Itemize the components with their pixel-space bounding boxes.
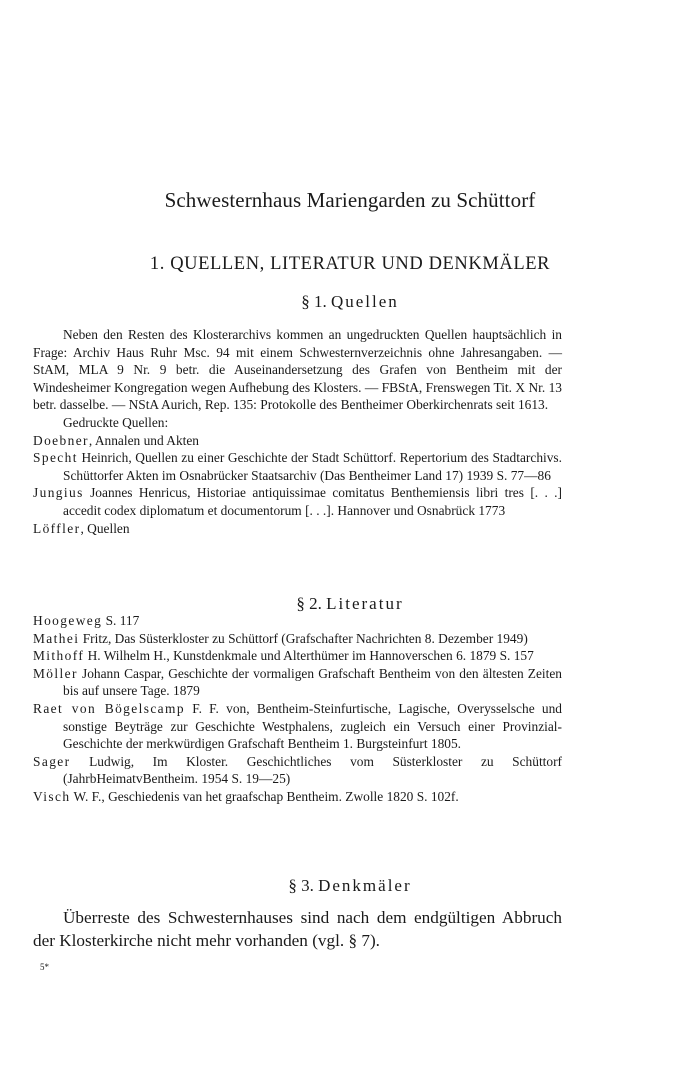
bibliography-entry	[33, 630, 562, 648]
entry-author: Möller	[33, 665, 78, 681]
entry-author: Specht	[33, 450, 78, 466]
entry-text: S. 117	[102, 613, 140, 628]
literatur-block	[33, 612, 562, 806]
section-label: Literatur	[326, 594, 404, 613]
bibliography-entry	[33, 700, 562, 753]
quellen-block	[33, 326, 562, 537]
section-number: § 3.	[288, 876, 314, 895]
entry-author: Sager	[33, 753, 71, 769]
entry-author: Löffler	[33, 520, 81, 536]
entry-author: Raet von Bögelscamp	[33, 700, 185, 716]
bibliography-entry	[33, 612, 562, 630]
signature-mark: 5*	[40, 962, 49, 972]
entry-text: H. Wilhelm H., Kunstdenkmale und Alterthümer im Hannoverschen 6. 1879 S. 157	[84, 648, 534, 664]
bibliography-entry	[33, 484, 562, 519]
entry-author: Doebner	[33, 432, 89, 448]
section-label: Denkmäler	[318, 876, 412, 895]
entry-author: Mathei	[33, 630, 80, 646]
bibliography-entry	[33, 432, 562, 450]
entry-text: , Quellen	[80, 520, 130, 536]
bibliography-entry	[33, 520, 562, 538]
denkmaeler-text: Überreste des Schwesternhauses sind nach dem endgültigen Abbruch der Klosterkirche nicht mehr vorhanden (vgl. § 7).	[33, 908, 562, 950]
entry-text: F. F. von, Bentheim-Steinfurtische, Lagische, Overysselsche und sonstige Beyträge zur Geschichte Westphalens, zugleich ein Versuch einer Provinzial-Geschichte der merkwürdigen Grafschaft Bentheim 1. Burgsteinfurt 1805.	[63, 700, 562, 752]
entry-text: , Annalen und Akten	[88, 432, 199, 448]
entry-text: W. F., Geschiedenis van het graafschap Bentheim. Zwolle 1820 S. 102f.	[70, 788, 459, 804]
entry-text: Joannes Henricus, Historiae antiquissimae comitatus Benthemiensis libri tres [. . .] accedit codex diplomatum et documentorum [. . .]. Hannover und Osnabrück 1773	[63, 485, 562, 518]
bibliography-entry	[33, 449, 562, 484]
literature-list	[33, 612, 562, 806]
printed-sources-list	[33, 432, 562, 538]
section-heading-denkmaeler	[0, 876, 700, 896]
chapter-heading: 1. QUELLEN, LITERATUR UND DENKMÄLER	[149, 254, 551, 274]
printed-sources-label: Gedruckte Quellen:	[63, 414, 169, 430]
entry-text: Heinrich, Quellen zu einer Geschichte der Stadt Schüttorf. Repertorium des Stadtarchivs. Schüttorfer Akten im Osnabrücker Staatsarchiv (Das Bentheimer Land 17) 1939 S. 77—86	[63, 450, 562, 483]
bibliography-entry	[33, 665, 562, 700]
entry-author: Visch	[33, 788, 71, 804]
entry-text: Johann Caspar, Geschichte der vormaligen Grafschaft Bentheim von den ältesten Zeiten bis auf unsere Tage. 1879	[63, 665, 562, 699]
entry-text: Ludwig, Im Kloster. Geschichtliches vom Süsterkloster zu Schüttorf (JahrbHeimatvBentheim. 1954 S. 19—25)	[63, 753, 562, 787]
bibliography-entry	[33, 788, 562, 806]
quellen-intro: Neben den Resten des Klosterarchivs kommen an ungedruckten Quellen hauptsächlich in Frage: Archiv Haus Ruhr Msc. 94 mit einem Schwesternverzeichnis ohne Jahresangaben. — StAM, MLA 9 Nr. 9 betr. die Auseinandersetzung des Grafen von Bentheim mit der Windesheimer Kongregation wegen Aufhebung des Klosters. — FBStA, Frenswegen Tit. X Nr. 13 betr. dasselbe. — NStA Aurich, Rep. 135: Protokolle des Bentheimer Oberkirchenrats seit 1613.	[33, 327, 562, 413]
section-heading-literatur	[0, 594, 700, 614]
entry-text: Fritz, Das Süsterkloster zu Schüttorf (Grafschafter Nachrichten 8. Dezember 1949)	[79, 630, 528, 646]
entry-author: Jungius	[33, 485, 84, 501]
section-number: § 1.	[301, 292, 327, 311]
section-number: § 2.	[296, 594, 322, 613]
section-heading-quellen	[0, 292, 700, 312]
section-label: Quellen	[330, 292, 399, 311]
entry-author: Mithoff	[33, 648, 85, 664]
entry-author: Hoogeweg	[33, 613, 103, 628]
bibliography-entry	[33, 753, 562, 788]
page-title: Schwesternhaus Mariengarden zu Schüttorf	[164, 188, 536, 212]
bibliography-entry	[33, 647, 562, 665]
